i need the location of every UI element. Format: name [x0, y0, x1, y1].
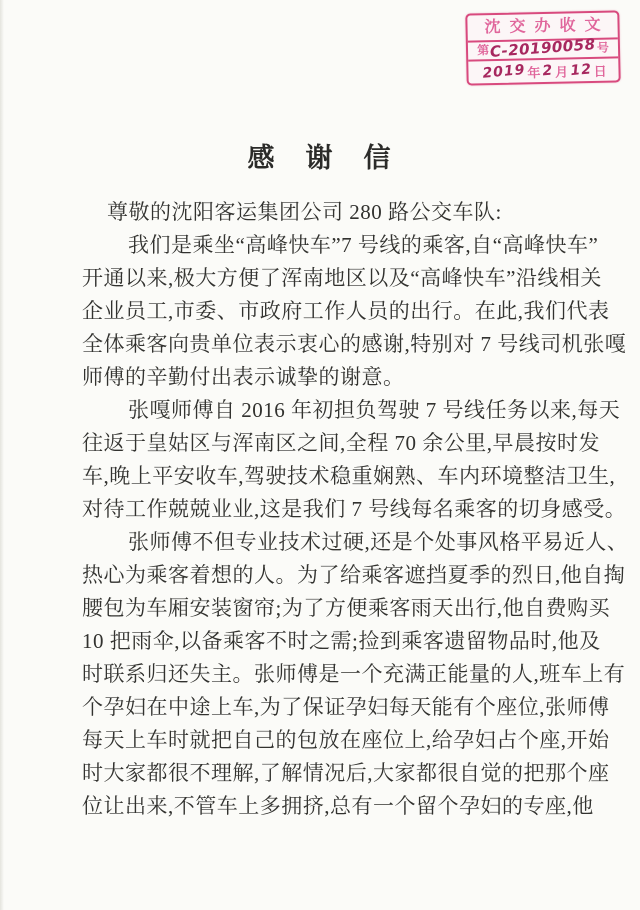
letter-line: 开通以来,极大方便了浑南地区以及“高峰快车”沿线相关: [82, 266, 602, 290]
stamp-office-name: 沈交办收文: [467, 12, 618, 42]
letter-line: 时联系归还失主。张师傅是一个充满正能量的人,班车上有: [82, 662, 626, 686]
stamp-month-handwritten: 2: [541, 62, 554, 80]
letter-salutation: 尊敬的沈阳客运集团公司 280 路公交车队:: [107, 200, 502, 224]
stamp-number-prefix: 第: [476, 43, 490, 58]
letter-line: 企业员工,市委、市政府工作人员的出行。在此,我们代表: [82, 299, 610, 323]
letter-line: 时大家都很不理解,了解情况后,大家都很自觉的把那个座: [82, 761, 610, 785]
letter-line: 往返于皇姑区与浑南区之间,全程 70 余公里,早晨按时发: [82, 431, 600, 455]
receipt-stamp: [465, 10, 620, 85]
stamp-number-suffix: 号: [596, 40, 610, 55]
letter-line: 对待工作兢兢业业,这是我们 7 号线每名乘客的切身感受。: [82, 497, 627, 521]
letter-body: [82, 196, 629, 823]
letter-line: 车,晚上平安收车,驾驶技术稳重娴熟、车内环境整洁卫生,: [82, 464, 616, 488]
stamp-month-label: 月: [554, 63, 569, 80]
letter-line: 张师傅不但专业技术过硬,还是个处事风格平易近人、: [128, 530, 629, 554]
letter-line: 我们是乘坐“高峰快车”7 号线的乘客,自“高峰快车”: [128, 233, 599, 257]
stamp-year-handwritten: 2019: [481, 61, 526, 82]
letter-line: 师傅的辛勤付出表示诚挚的谢意。: [82, 365, 405, 389]
stamp-number-handwritten: C-20190058: [489, 35, 597, 61]
letter-title: 感 谢 信: [247, 143, 393, 173]
letter-line: 热心为乘客着想的人。为了给乘客遮挡夏季的烈日,他自掏: [82, 563, 626, 587]
stamp-date-row: [468, 58, 618, 83]
letter-line: 每天上车时就把自己的包放在座位上,给孕妇占个座,开始: [82, 728, 610, 752]
letter-line: 全体乘客向贵单位表示衷心的感谢,特别对 7 号线司机张嘎: [82, 332, 627, 356]
letter-line: 腰包为车厢安装窗帘;为了方便乘客雨天出行,他自费购买: [82, 596, 611, 620]
letter-line: 位让出来,不管车上多拥挤,总有一个留个孕妇的专座,他: [82, 794, 594, 818]
stamp-day-handwritten: 12: [569, 61, 593, 80]
letter-line: 个孕妇在中途上车,为了保证孕妇每天能有个座位,张师傅: [82, 695, 610, 719]
stamp-year-label: 年: [527, 64, 541, 80]
letter-line: 张嘎师傅自 2016 年初担负驾驶 7 号线任务以来,每天: [128, 398, 621, 422]
stamp-day-label: 日: [593, 63, 607, 79]
letter-line: 10 把雨伞,以备乘客不时之需;捡到乘客遗留物品时,他及: [82, 629, 601, 653]
